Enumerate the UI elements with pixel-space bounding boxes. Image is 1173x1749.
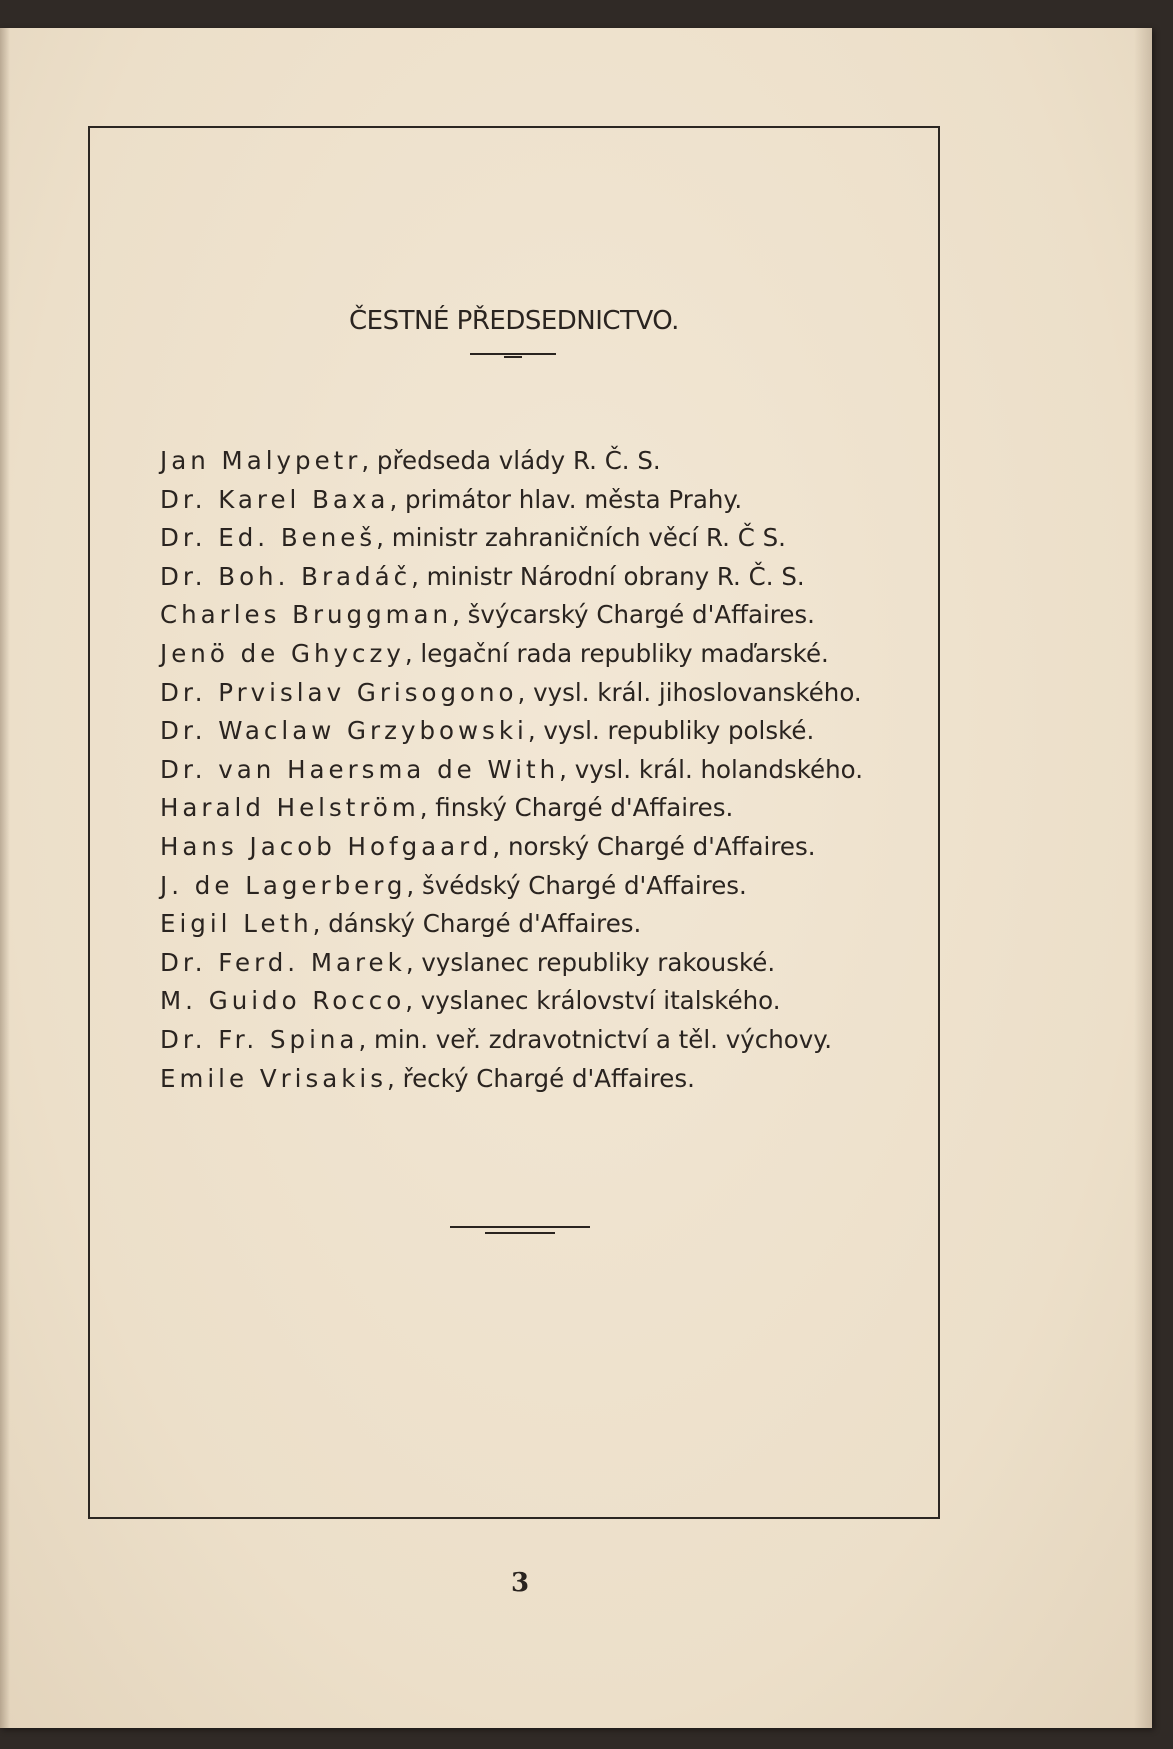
page-number: 3 xyxy=(510,1568,530,1598)
document-page xyxy=(0,28,1152,1728)
list-item xyxy=(160,635,920,674)
member-name: M. Guido Rocco xyxy=(160,986,406,1016)
list-item xyxy=(160,1060,920,1099)
page-frame xyxy=(88,126,940,1519)
member-list xyxy=(160,442,920,1098)
member-role: , dánský Chargé d'Affaires. xyxy=(312,909,642,939)
page-left-shadow xyxy=(0,28,10,1728)
member-name: Dr. Prvislav Grisogono xyxy=(160,677,518,707)
page-title: ČESTNÉ PŘEDSEDNICTVO. xyxy=(349,306,679,336)
member-role: , norský Chargé d'Affaires. xyxy=(492,831,816,861)
member-name: Jenö de Ghyczy xyxy=(160,638,405,668)
list-item xyxy=(160,828,920,867)
member-name: Hans Jacob Hofgaard xyxy=(160,831,493,861)
list-item xyxy=(160,674,920,713)
member-name: Charles Bruggman xyxy=(160,600,453,630)
title-ornament xyxy=(470,353,556,357)
member-role: , ministr zahraničních věcí R. Č S. xyxy=(376,523,786,553)
list-item xyxy=(160,442,920,481)
list-item xyxy=(160,519,920,558)
member-name: Dr. Karel Baxa xyxy=(160,484,390,514)
member-name: Harald Helström xyxy=(160,793,420,823)
member-name: Dr. Ed. Beneš xyxy=(160,523,377,553)
closing-ornament xyxy=(450,1226,590,1234)
list-item xyxy=(160,1021,920,1060)
member-role: , vysl. král. jihoslovanského. xyxy=(517,677,862,707)
list-item xyxy=(160,481,920,520)
member-role: , vysl. republiky polské. xyxy=(527,716,815,746)
member-role: , předseda vlády R. Č. S. xyxy=(361,446,661,475)
list-item xyxy=(160,712,920,751)
list-item xyxy=(160,867,920,906)
member-name: Jan Malypetr xyxy=(160,446,362,475)
member-name: Dr. Fr. Spina xyxy=(160,1024,359,1054)
list-item xyxy=(160,982,920,1021)
list-item xyxy=(160,596,920,635)
member-role: , švédský Chargé d'Affaires. xyxy=(406,870,747,900)
member-name: Dr. Waclaw Grzybowski xyxy=(160,716,528,746)
page-right-edge xyxy=(1134,28,1152,1728)
member-role: , švýcarský Chargé d'Affaires. xyxy=(452,600,815,630)
list-item xyxy=(160,905,920,944)
member-role: , vyslanec království italského. xyxy=(405,986,781,1016)
member-role: , legační rada republiky maďarské. xyxy=(404,638,829,668)
list-item xyxy=(160,558,920,597)
member-name: Emile Vrisakis xyxy=(160,1063,387,1093)
member-name: Dr. Boh. Bradáč xyxy=(160,561,412,591)
member-role: , vyslanec republiky rakouské. xyxy=(405,947,776,977)
list-item xyxy=(160,789,920,828)
member-role: , ministr Národní obrany R. Č. S. xyxy=(411,561,805,591)
member-role: , primátor hlav. města Prahy. xyxy=(389,484,743,514)
member-name: Dr. van Haersma de With xyxy=(160,754,560,784)
member-role: , min. veř. zdravotnictví a těl. výchovy. xyxy=(358,1024,833,1054)
member-role: , řecký Chargé d'Affaires. xyxy=(387,1063,695,1093)
member-name: Eigil Leth xyxy=(160,909,313,939)
list-item xyxy=(160,944,920,983)
member-name: Dr. Ferd. Marek xyxy=(160,947,406,977)
member-role: , vysl. král. holandského. xyxy=(559,754,863,784)
list-item xyxy=(160,751,920,790)
member-name: J. de Lagerberg xyxy=(160,870,407,900)
member-role: , finský Chargé d'Affaires. xyxy=(419,793,734,823)
